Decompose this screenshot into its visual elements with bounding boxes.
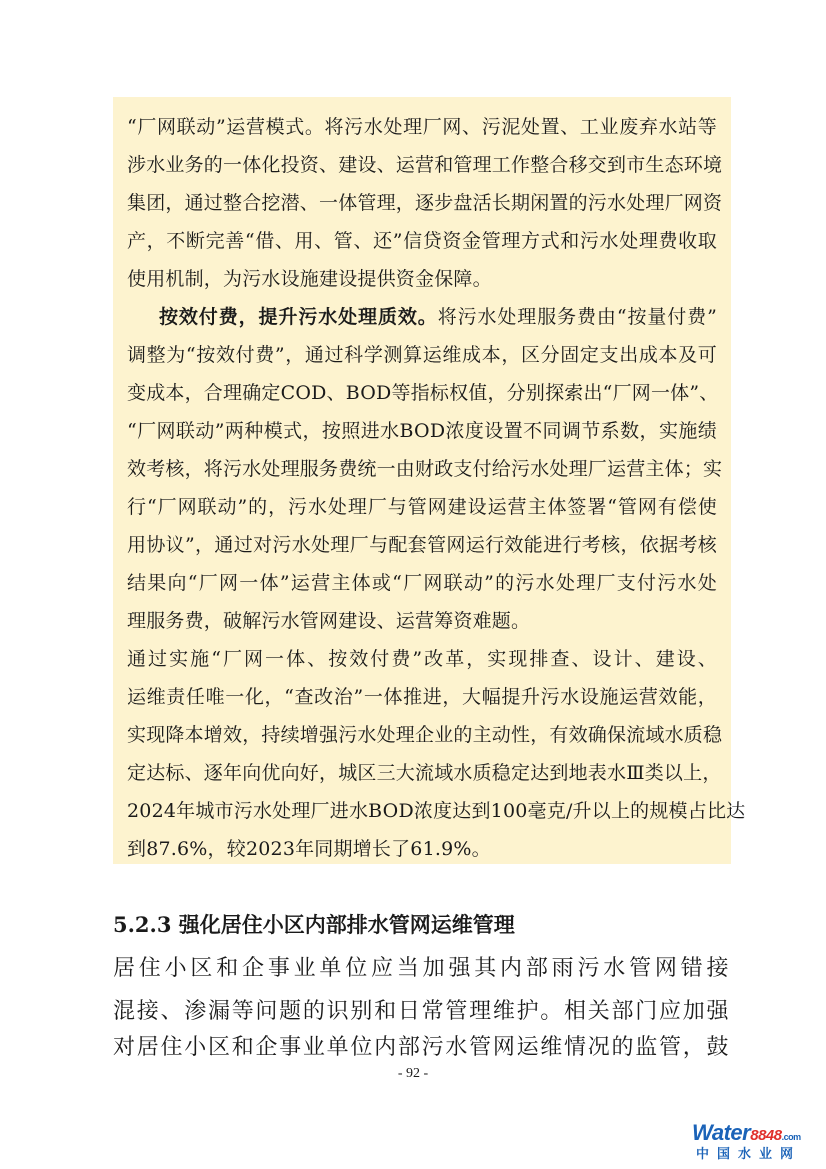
page-number: - 92 - — [397, 1066, 429, 1081]
box-line: 运维责任唯一化，“查改治”一体推进，大幅提升污水设施运营效能， — [127, 686, 717, 708]
box-line: 2024年城市污水处理厂进水BOD浓度达到100毫克/升以上的规模占比达 — [127, 800, 746, 822]
highlight-box — [113, 97, 746, 864]
box-line: 理服务费，破解污水管网建设、运营筹资难题。 — [127, 610, 531, 632]
box-line: 使用机制，为污水设施建设提供资金保障。 — [127, 268, 492, 290]
box-line: 用协议”，通过对污水处理厂与配套管网运行效能进行考核，依据考核 — [127, 534, 717, 556]
body-line: 对居住小区和企事业单位内部污水管网运维情况的监管，鼓 — [113, 1035, 729, 1060]
bold-heading: 按效付费，提升污水处理质效。 — [159, 306, 438, 328]
body-line: 混接、渗漏等问题的识别和日常管理维护。相关部门应加强 — [113, 999, 729, 1024]
box-line: 结果向“厂网一体”运营主体或“厂网联动”的污水处理厂支付污水处 — [127, 572, 717, 594]
box-line: 行“厂网联动”的，污水处理厂与管网建设运营主体签署“管网有偿使 — [127, 496, 717, 518]
logo-subtitle: 中国水业网 — [696, 1147, 802, 1162]
box-line-with-heading — [127, 298, 717, 336]
box-line: 到87.6%，较2023年同期增长了61.9%。 — [127, 838, 491, 860]
body-line: 居住小区和企事业单位应当加强其内部雨污水管网错接 — [113, 956, 729, 981]
box-line: 调整为“按效付费”，通过科学测算运维成本，区分固定支出成本及可 — [127, 344, 717, 366]
logo-word: Water8848.com — [692, 1120, 801, 1145]
box-line: 定达标、逐年向优向好，城区三大流域水质稳定达到地表水Ⅲ类以上， — [127, 762, 722, 784]
heading-rest: 将污水处理服务费由“按量付费” — [437, 306, 717, 328]
section-heading: 5.2.3 强化居住小区内部排水管网运维管理 — [113, 912, 515, 937]
box-line: 效考核，将污水处理服务费统一由财政支付给污水处理厂运营主体；实 — [127, 458, 723, 480]
box-line: “厂网联动”运营模式。将污水处理厂网、污泥处置、工业废弃水站等 — [127, 116, 717, 138]
box-line: 实现降本增效，持续增强污水处理企业的主动性，有效确保流域水质稳 — [127, 724, 723, 746]
box-line: 产，不断完善“借、用、管、还”信贷资金管理方式和污水处理费收取 — [127, 230, 717, 252]
box-line: 涉水业务的一体化投资、建设、运营和管理工作整合移交到市生态环境 — [127, 154, 723, 176]
box-line: 集团，通过整合挖潜、一体管理，逐步盘活长期闲置的污水处理厂网资 — [127, 192, 723, 214]
box-line: 变成本，合理确定COD、BOD等指标权值，分别探索出“厂网一体”、 — [127, 382, 719, 404]
box-line: “厂网联动”两种模式，按照进水BOD浓度设置不同调节系数，实施绩 — [127, 420, 717, 442]
box-line: 通过实施“厂网一体、按效付费”改革，实现排查、设计、建设、 — [127, 648, 717, 670]
watermark-logo — [692, 1120, 818, 1166]
